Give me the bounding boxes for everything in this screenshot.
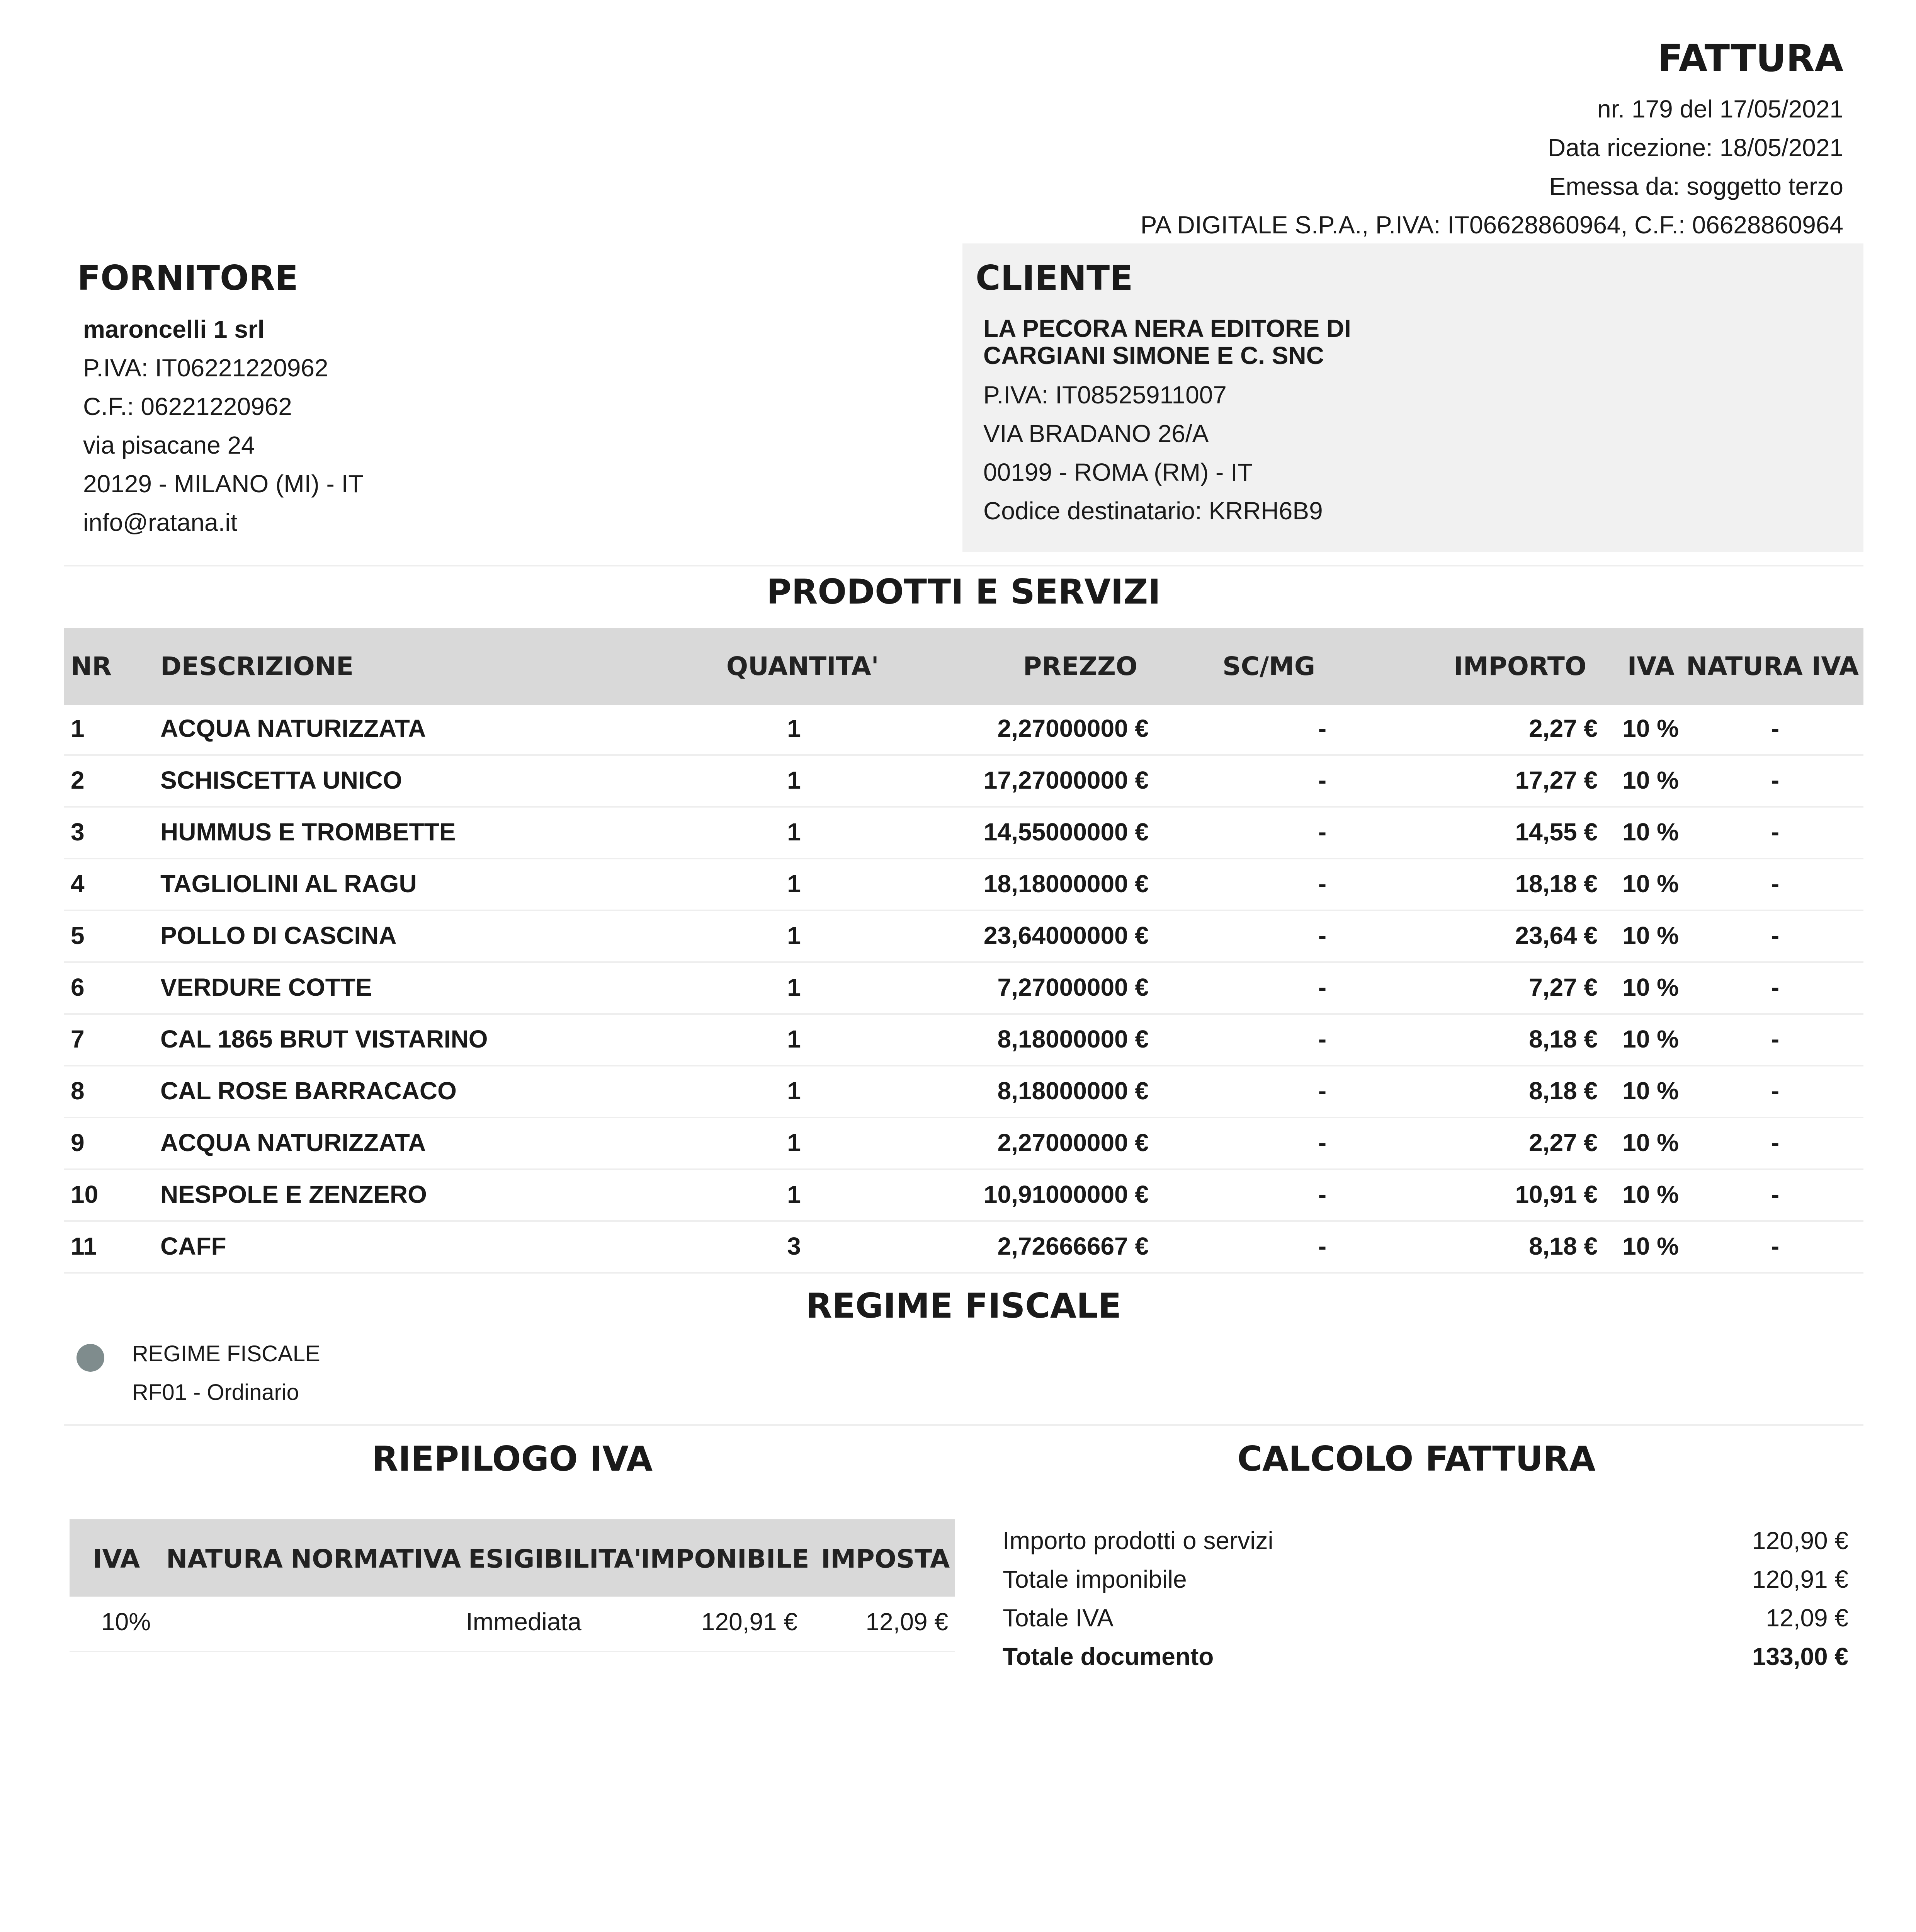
fornitore-cf: C.F.: 06221220962 [83, 393, 292, 420]
table-row [64, 1220, 1863, 1274]
cell-nature: - [1771, 1232, 1779, 1260]
col-nature: NATURA IVA [1686, 651, 1859, 681]
riepilogo-title: RIEPILOGO IVA [372, 1439, 653, 1479]
regime-label: REGIME FISCALE [132, 1341, 320, 1366]
calc-value-products: 120,90 € [1752, 1527, 1848, 1554]
cell-desc: TAGLIOLINI AL RAGU [160, 870, 417, 898]
receipt-date: Data ricezione: 18/05/2021 [1548, 134, 1843, 162]
cell-qty: 1 [787, 870, 801, 898]
cell-nr: 11 [71, 1232, 97, 1260]
riep-imponibile: 120,91 € [701, 1608, 797, 1636]
divider [64, 565, 1863, 566]
calc-value-imponibile: 120,91 € [1752, 1565, 1848, 1593]
cliente-name-1: LA PECORA NERA EDITORE DI [983, 315, 1351, 342]
cell-nature: - [1771, 922, 1779, 949]
calc-value-iva: 12,09 € [1766, 1604, 1848, 1632]
riep-esigibilita: Immediata [466, 1608, 581, 1636]
cell-amount: 8,18 € [1529, 1232, 1598, 1260]
col-amount: IMPORTO [1454, 651, 1586, 681]
cell-desc: CAL ROSE BARRACACO [160, 1077, 457, 1105]
regime-dot-icon [77, 1344, 104, 1372]
cell-nature: - [1771, 766, 1779, 794]
cell-qty: 1 [787, 1077, 801, 1105]
cell-price: 2,27000000 € [997, 714, 1149, 742]
col-desc: DESCRIZIONE [160, 651, 354, 681]
calc-label-iva: Totale IVA [1003, 1604, 1114, 1632]
cell-price: 14,55000000 € [983, 818, 1149, 846]
cell-nr: 4 [71, 870, 85, 898]
cell-price: 2,72666667 € [997, 1232, 1149, 1260]
col-vat: IVA [1627, 651, 1675, 681]
cell-vat: 10 % [1622, 1232, 1679, 1260]
fornitore-city: 20129 - MILANO (MI) - IT [83, 470, 364, 498]
cell-vat: 10 % [1622, 1129, 1679, 1156]
cell-disc: - [1318, 714, 1326, 742]
cell-amount: 14,55 € [1515, 818, 1598, 846]
calc-label-products: Importo prodotti o servizi [1003, 1527, 1273, 1554]
cliente-city: 00199 - ROMA (RM) - IT [983, 458, 1253, 486]
cell-price: 18,18000000 € [983, 870, 1149, 898]
cell-vat: 10 % [1622, 870, 1679, 898]
fornitore-name: maroncelli 1 srl [83, 315, 265, 343]
cell-qty: 1 [787, 1180, 801, 1208]
cell-nr: 9 [71, 1129, 85, 1156]
cell-disc: - [1318, 818, 1326, 846]
calc-label-total: Totale documento [1003, 1643, 1214, 1670]
cell-price: 8,18000000 € [997, 1077, 1149, 1105]
document-title: FATTURA [1658, 37, 1843, 80]
cell-amount: 18,18 € [1515, 870, 1598, 898]
calc-value-total: 133,00 € [1752, 1643, 1848, 1670]
cell-desc: CAFF [160, 1232, 226, 1260]
riep-col-natura: NATURA [166, 1544, 283, 1574]
riep-col-iva: IVA [93, 1544, 140, 1574]
divider [70, 1651, 955, 1652]
issued-by: Emessa da: soggetto terzo [1549, 172, 1843, 200]
cell-amount: 23,64 € [1515, 922, 1598, 949]
cliente-piva: P.IVA: IT08525911007 [983, 381, 1227, 409]
calc-label-imponibile: Totale imponibile [1003, 1565, 1187, 1593]
cell-nature: - [1771, 1180, 1779, 1208]
cell-nature: - [1771, 1077, 1779, 1105]
cell-disc: - [1318, 1232, 1326, 1260]
cell-qty: 1 [787, 1025, 801, 1053]
cell-amount: 2,27 € [1529, 714, 1598, 742]
cell-price: 8,18000000 € [997, 1025, 1149, 1053]
col-disc: SC/MG [1222, 651, 1315, 681]
regime-value: RF01 - Ordinario [132, 1380, 299, 1405]
cell-price: 7,27000000 € [997, 973, 1149, 1001]
cell-nr: 7 [71, 1025, 85, 1053]
riep-col-imposta: IMPOSTA [821, 1544, 950, 1574]
table-row [64, 754, 1863, 808]
cell-disc: - [1318, 870, 1326, 898]
cell-amount: 17,27 € [1515, 766, 1598, 794]
cell-disc: - [1318, 973, 1326, 1001]
cell-vat: 10 % [1622, 818, 1679, 846]
riep-col-normativa: NORMATIVA [291, 1544, 461, 1574]
riep-col-imponibile: IMPONIBILE [641, 1544, 809, 1574]
cell-amount: 10,91 € [1515, 1180, 1598, 1208]
fornitore-address: via pisacane 24 [83, 431, 255, 459]
cell-vat: 10 % [1622, 714, 1679, 742]
cell-desc: ACQUA NATURIZZATA [160, 1129, 426, 1156]
divider [64, 1424, 1863, 1426]
table-row [64, 1013, 1863, 1066]
col-nr: NR [71, 651, 112, 681]
col-price: PREZZO [1023, 651, 1137, 681]
cell-disc: - [1318, 1077, 1326, 1105]
cell-nr: 10 [71, 1180, 99, 1208]
cell-vat: 10 % [1622, 1180, 1679, 1208]
cell-price: 10,91000000 € [983, 1180, 1149, 1208]
cell-qty: 3 [787, 1232, 801, 1260]
cell-disc: - [1318, 1180, 1326, 1208]
cell-desc: NESPOLE E ZENZERO [160, 1180, 427, 1208]
table-row [64, 858, 1863, 911]
cell-qty: 1 [787, 1129, 801, 1156]
cell-amount: 2,27 € [1529, 1129, 1598, 1156]
cell-vat: 10 % [1622, 1025, 1679, 1053]
table-row [64, 806, 1863, 859]
cell-nr: 2 [71, 766, 85, 794]
cell-nature: - [1771, 714, 1779, 742]
cell-desc: VERDURE COTTE [160, 973, 372, 1001]
cell-qty: 1 [787, 714, 801, 742]
cell-vat: 10 % [1622, 922, 1679, 949]
cell-nr: 1 [71, 714, 85, 742]
cell-amount: 8,18 € [1529, 1025, 1598, 1053]
cliente-title: CLIENTE [976, 258, 1133, 298]
cell-nr: 5 [71, 922, 85, 949]
cell-desc: POLLO DI CASCINA [160, 922, 397, 949]
table-row [64, 1065, 1863, 1118]
cell-desc: HUMMUS E TROMBETTE [160, 818, 456, 846]
cell-qty: 1 [787, 818, 801, 846]
cell-nature: - [1771, 1129, 1779, 1156]
cell-amount: 8,18 € [1529, 1077, 1598, 1105]
intermediary: PA DIGITALE S.P.A., P.IVA: IT06628860964, C.F.: 06628860964 [1140, 211, 1843, 239]
cell-disc: - [1318, 1025, 1326, 1053]
cell-price: 23,64000000 € [983, 922, 1149, 949]
cell-desc: SCHISCETTA UNICO [160, 766, 402, 794]
cell-nr: 6 [71, 973, 85, 1001]
cell-disc: - [1318, 1129, 1326, 1156]
cell-nature: - [1771, 1025, 1779, 1053]
cell-vat: 10 % [1622, 766, 1679, 794]
riep-col-esigibilita: ESIGIBILITA' [468, 1544, 642, 1574]
cell-desc: ACQUA NATURIZZATA [160, 714, 426, 742]
table-row [64, 1168, 1863, 1222]
cell-vat: 10 % [1622, 973, 1679, 1001]
fornitore-title: FORNITORE [77, 258, 298, 298]
cell-nr: 8 [71, 1077, 85, 1105]
col-qty: QUANTITA' [726, 651, 879, 681]
cell-nature: - [1771, 973, 1779, 1001]
cliente-address: VIA BRADANO 26/A [983, 420, 1209, 447]
cell-desc: CAL 1865 BRUT VISTARINO [160, 1025, 488, 1053]
cell-nr: 3 [71, 818, 85, 846]
riep-imposta: 12,09 € [865, 1608, 948, 1636]
cell-disc: - [1318, 766, 1326, 794]
cell-nature: - [1771, 870, 1779, 898]
products-title: PRODOTTI E SERVIZI [767, 572, 1161, 612]
table-row [64, 910, 1863, 963]
cell-price: 2,27000000 € [997, 1129, 1149, 1156]
cell-nature: - [1771, 818, 1779, 846]
fornitore-piva: P.IVA: IT06221220962 [83, 354, 328, 382]
riep-iva: 10% [101, 1608, 151, 1636]
cell-vat: 10 % [1622, 1077, 1679, 1105]
cell-qty: 1 [787, 973, 801, 1001]
table-row [64, 1117, 1863, 1170]
table-row [64, 961, 1863, 1015]
cliente-name-2: CARGIANI SIMONE E C. SNC [983, 342, 1324, 369]
fornitore-email: info@ratana.it [83, 509, 238, 536]
cliente-code: Codice destinatario: KRRH6B9 [983, 497, 1323, 525]
cell-qty: 1 [787, 922, 801, 949]
cell-amount: 7,27 € [1529, 973, 1598, 1001]
cell-price: 17,27000000 € [983, 766, 1149, 794]
regime-title: REGIME FISCALE [806, 1286, 1122, 1326]
table-row [64, 702, 1863, 756]
invoice-number: nr. 179 del 17/05/2021 [1597, 95, 1843, 123]
calcolo-title: CALCOLO FATTURA [1237, 1439, 1596, 1479]
cell-qty: 1 [787, 766, 801, 794]
cell-disc: - [1318, 922, 1326, 949]
